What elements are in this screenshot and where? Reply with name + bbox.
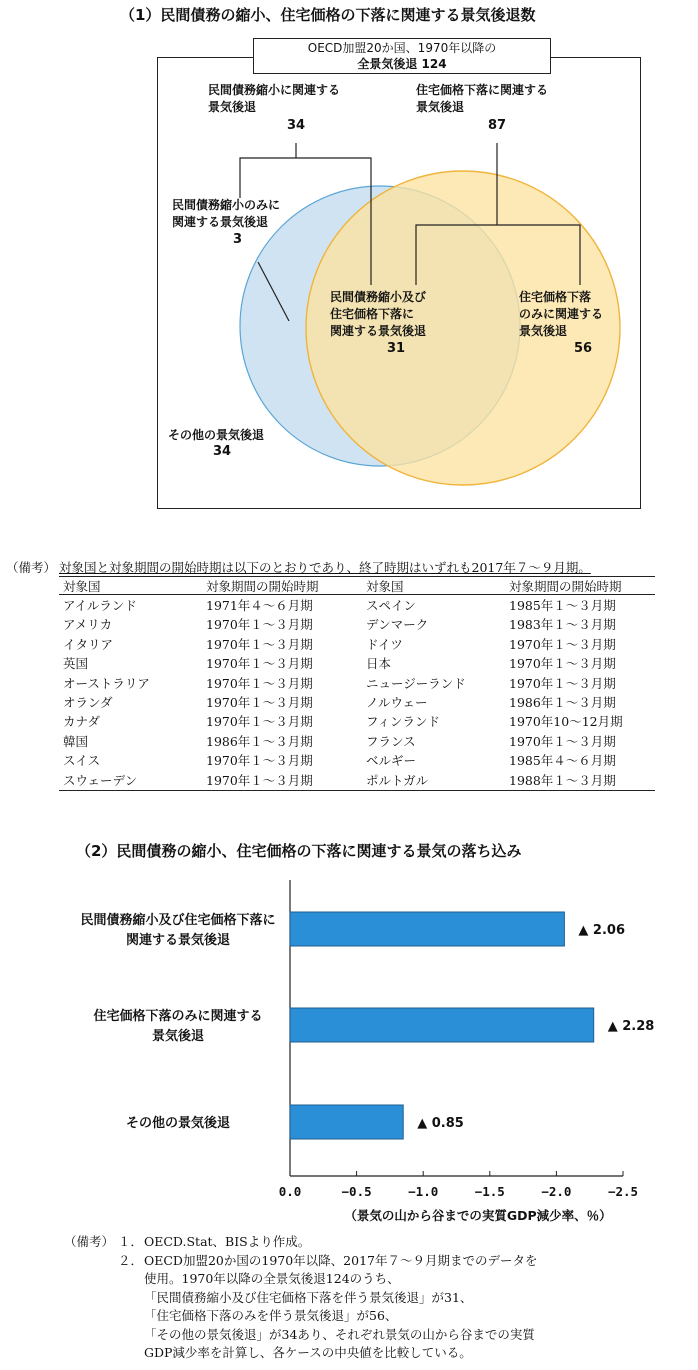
table-cell: 1988年１～３月期 — [509, 772, 616, 788]
table-cell: ニュージーランド — [366, 675, 466, 691]
x-tick-label: 0.0 — [278, 1184, 302, 1199]
total-recessions-box — [253, 38, 551, 74]
table-row — [59, 654, 655, 672]
total-box-line2: 全景気後退 124 — [357, 57, 447, 71]
table-row — [59, 751, 655, 769]
bar — [290, 1105, 403, 1139]
table-cell: 韓国 — [63, 733, 89, 749]
table-cell: 1970年１～３月期 — [206, 753, 313, 769]
other-count: 34 — [213, 444, 232, 459]
other-label: その他の景気後退 — [168, 428, 265, 442]
table-row — [59, 693, 655, 711]
table-cell: オーストラリア — [63, 675, 150, 691]
table-cell: 1970年１～３月期 — [509, 733, 616, 749]
section1-title: （1）民間債務の縮小、住宅価格の下落に関連する景気後退数 — [120, 6, 536, 24]
table-cell: ベルギー — [366, 753, 417, 769]
both-count: 31 — [387, 341, 406, 356]
table-cell: 1986年１～３月期 — [206, 733, 313, 749]
debt-only-count: 3 — [233, 232, 243, 247]
section2-title: （2）民間債務の縮小、住宅価格の下落に関連する景気の落ち込み — [76, 842, 522, 860]
category-label: その他の景気後退 — [125, 1116, 231, 1131]
table-cell: 1983年１～３月期 — [509, 617, 616, 633]
house-only-label: 住宅価格下落 のみに関連する 景気後退 — [519, 290, 604, 338]
x-axis-label: （景気の山から谷までの実質GDP減少率、％） — [344, 1208, 612, 1223]
table-row — [59, 615, 655, 633]
category-label: 関連する景気後退 — [125, 933, 231, 948]
table-cell: 1986年１～３月期 — [509, 695, 616, 710]
table-row — [59, 712, 655, 730]
debt-only-label: 民間債務縮小のみに 関連する景気後退 — [172, 198, 281, 229]
private-debt-count: 34 — [287, 118, 306, 133]
x-tick-label: −0.5 — [341, 1184, 372, 1199]
table-row — [59, 596, 655, 614]
table-header-row: 対象国 対象期間の開始時期 対象国 対象期間の開始時期 — [63, 579, 622, 594]
total-box-line1: OECD加盟20か国、1970年以降の — [307, 41, 497, 55]
notes2-item2-num: ２． — [118, 1253, 144, 1268]
notes2-item1-text: OECD.Stat、BISより作成。 — [144, 1234, 311, 1249]
both-label: 民間債務縮小及び 住宅価格下落に 関連する景気後退 — [330, 290, 427, 338]
table-cell: 1970年１～３月期 — [206, 675, 313, 691]
private-debt-label: 民間債務縮小に関連する 景気後退 — [208, 83, 341, 114]
table-cell: アイルランド — [63, 598, 137, 613]
table-row — [59, 732, 655, 750]
x-tick-label: −2.0 — [541, 1184, 572, 1199]
table-cell: 1985年１～３月期 — [509, 598, 616, 613]
notes2-label: （備考） — [64, 1234, 115, 1249]
table-cell: 1970年１～３月期 — [206, 617, 313, 633]
table-cell: 英国 — [63, 656, 89, 672]
table-cell: フランス — [366, 733, 416, 749]
table-cell: カナダ — [63, 714, 100, 730]
data-label: ▲ 2.28 — [607, 1019, 655, 1034]
notes2-item2-text: OECD加盟20か国の1970年以降、2017年７～９月期までのデータを 使用。1970年以降の全景気後退124のうち、 「民間債務縮小及び住宅価格下落を伴う景気後退」が31、 「住宅価格下落のみを伴う景気後退」が56、 「その他の景気後退」が34あり、それぞれ景気の山から谷までの実質 GDP減少率を計算し、各ケースの中央値を比較している。 — [144, 1253, 538, 1361]
house-price-label: 住宅価格下落に関連する 景気後退 — [416, 83, 549, 114]
table-cell: ポルトガル — [366, 772, 429, 788]
table-row — [59, 635, 655, 653]
table-cell: フィンランド — [366, 714, 441, 730]
table-cell: スウェーデン — [63, 772, 138, 788]
table-cell: 1970年１～３月期 — [509, 636, 616, 652]
table-cell: ドイツ — [366, 636, 403, 652]
category-label: 民間債務縮小及び住宅価格下落に — [80, 913, 276, 928]
data-label: ▲ 0.85 — [417, 1116, 464, 1131]
table-cell: 1970年１～３月期 — [509, 675, 616, 691]
table-cell: アメリカ — [63, 617, 113, 633]
bar-chart — [0, 870, 698, 1230]
table-cell: 1985年４～６月期 — [509, 753, 616, 769]
data-label: ▲ 2.06 — [578, 923, 626, 938]
table-cell: スイス — [63, 753, 101, 769]
table-row — [59, 771, 655, 789]
table-cell: ノルウェー — [366, 695, 428, 710]
table-cell: デンマーク — [366, 617, 429, 633]
table-cell: オランダ — [63, 695, 113, 710]
category-label: 景気後退 — [151, 1029, 205, 1044]
table-cell: スペイン — [366, 598, 417, 613]
table-note-label: （備考） — [6, 560, 57, 575]
venn-diagram — [0, 0, 698, 520]
house-only-count: 56 — [574, 341, 593, 356]
table-cell: 1970年10～12月期 — [509, 714, 623, 730]
x-tick-label: −1.0 — [408, 1184, 439, 1199]
bar — [290, 1008, 594, 1042]
table-cell: 1970年１～３月期 — [206, 656, 313, 672]
bar — [290, 912, 564, 946]
notes2-item1-num: １． — [118, 1234, 144, 1249]
table-cell: 1970年１～３月期 — [206, 695, 313, 710]
table-cell: 1970年１～３月期 — [206, 772, 313, 788]
house-price-count: 87 — [488, 118, 507, 133]
table-cell: 1970年１～３月期 — [206, 636, 313, 652]
table-cell: イタリア — [63, 636, 114, 652]
table-cell: 1971年４～６月期 — [206, 598, 313, 613]
country-table — [59, 576, 655, 790]
x-tick-label: −1.5 — [474, 1184, 505, 1199]
category-label: 住宅価格下落のみに関連する — [93, 1009, 263, 1024]
table-note-text: 対象国と対象期間の開始時期は以下のとおりであり、終了時期はいずれも2017年７～９月期。 — [59, 560, 591, 575]
table-row — [59, 674, 655, 692]
table-cell: 1970年１～３月期 — [509, 656, 616, 672]
table-cell: 日本 — [366, 656, 392, 672]
x-tick-label: −2.5 — [607, 1184, 639, 1199]
table-cell: 1970年１～３月期 — [206, 714, 313, 730]
